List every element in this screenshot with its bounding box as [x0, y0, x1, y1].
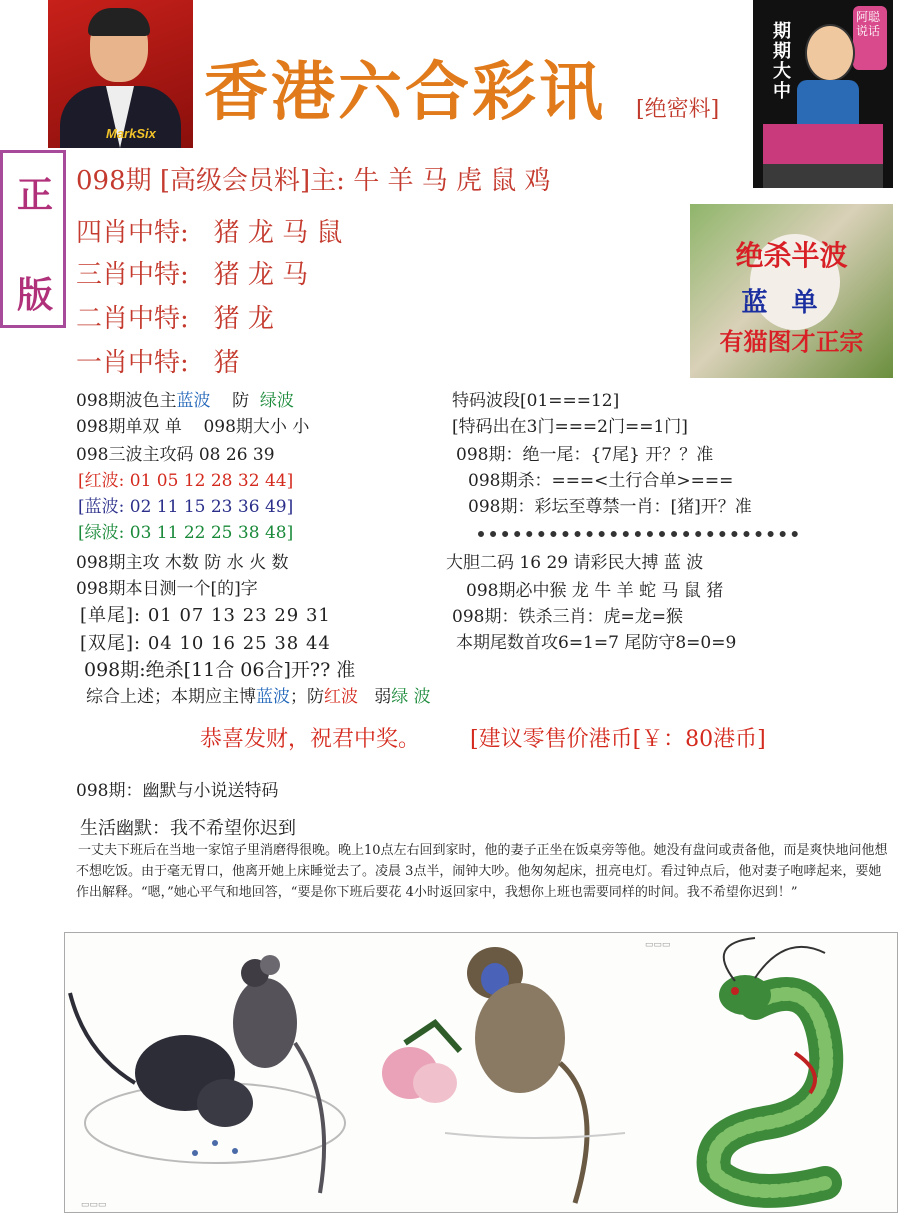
summary-sep: ；防: [290, 687, 324, 707]
main-attack-line: 098期主攻 木数 防 水 火 数: [76, 553, 289, 573]
watermark: ▭▭▭: [645, 939, 671, 949]
segment-line: 特码波段[01===12]: [452, 391, 620, 411]
summary-weak-label: 弱: [374, 687, 392, 707]
summary-weak-a: 绿: [391, 687, 409, 707]
genuine-badge: [0, 150, 66, 328]
wave-guard: 绿波: [259, 391, 294, 411]
xiao-value: 猪 龙 马: [213, 260, 309, 290]
xiao-value: 猪: [213, 348, 240, 378]
summary-guard: 红波: [324, 687, 358, 707]
page-title: 香港六合彩讯: [204, 55, 606, 130]
summary-prefix: 综合上述；本期应主博: [86, 687, 256, 707]
congrats-text: 恭喜发财，祝君中奖。: [200, 727, 421, 752]
iron-kill-line: 098期：铁杀三肖：虎=龙=猴: [452, 607, 683, 627]
xiao-label: 三肖中特:: [76, 260, 189, 290]
tail-attack-line: 本期尾数首攻6=1=7 尾防守8=0=9: [456, 633, 737, 653]
wave-guard-label: 防: [232, 391, 250, 411]
odd-even: 098期单双 单: [76, 417, 182, 437]
summary-line: [86, 686, 431, 708]
xiao-row-2: [76, 298, 274, 335]
portrait-image: [48, 0, 193, 148]
badge-char-2: 版: [17, 274, 54, 316]
xiao-value: 猪 龙 马 鼠: [213, 218, 343, 248]
wave-prefix: 098期波色主: [76, 391, 177, 411]
xiao-row-3: [76, 254, 308, 291]
xiao-row-1: [76, 342, 240, 379]
rats-painting: [70, 955, 345, 1193]
red-wave-line: [红波: 01 05 12 28 32 44]: [78, 471, 294, 491]
door-line: [特码出在3门===2门==1门]: [452, 417, 688, 437]
double-tail-line: [双尾]: 04 10 16 25 38 44: [80, 633, 331, 654]
three-wave-line: 098三波主攻码 08 26 39: [76, 445, 275, 465]
mark-six-logo: MarkSix: [106, 126, 156, 141]
single-tail-line: [单尾]: 01 07 13 23 29 31: [80, 605, 331, 626]
forbid-line: 098期：彩坛至尊禁一肖：[猪]开？准: [468, 497, 752, 517]
summary-weak-b: 波: [413, 687, 431, 707]
kill-element-line: 098期杀：===<土行合单>===: [468, 471, 734, 491]
big-small: 098期大小 小: [203, 417, 310, 437]
story-body: 一丈夫下班后在当地一家馆子里消磨得很晚。晚上10点左右回到家时，他的妻子正坐在饭桌旁等他。她没有盘问或责备他，而是爽快地问他想不想吃饭。由于毫无胃口，他离开她上床睡觉去了。凌晨 3点半，闹钟大吵。他匆匆起床，扭亮电灯。看过钟点后，他对妻子咆哮起来，要她作出解释。“嗯，”她心平气和地回答，“要是你下班后要花 4小时返回家中，我想你上班也需要同样的时间。我不希望你迟到！”: [76, 843, 888, 900]
cat-promo-line-2: 蓝单: [741, 288, 842, 318]
blue-wave-line: [蓝波: 02 11 15 23 36 49]: [78, 497, 294, 517]
paintings-panel: [64, 932, 898, 1213]
monkey-painting: [382, 947, 625, 1203]
tail-kill-line: 098期：绝一尾：{7尾} 开？？准: [456, 445, 714, 465]
badge-char-1: 正: [17, 174, 54, 216]
cartoon-image: [753, 0, 893, 188]
cartoon-caption: 期期大中: [773, 21, 791, 102]
cat-promo-box: [690, 204, 893, 378]
story-title: 生活幽默：我不希望你迟到: [80, 818, 296, 839]
xiao-label: 四肖中特:: [76, 218, 189, 248]
cat-promo-line-3: 有猫图才正宗: [719, 327, 864, 356]
humor-title: 098期：幽默与小说送特码: [76, 781, 279, 801]
dragon-painting: [714, 938, 827, 1191]
xiao-value: 猪 龙: [213, 304, 274, 334]
xiao-label: 一肖中特:: [76, 348, 189, 378]
cartoon-caption-right: 阿聪说话: [856, 10, 881, 38]
green-wave-line: [绿波: 03 11 22 25 38 48]: [78, 523, 294, 543]
daily-char-line: 098期本日测一个[的]字: [76, 579, 258, 599]
cat-promo-line-1: 绝杀半波: [735, 239, 848, 272]
main-zodiac-line: 098期 [高级会员料]主: 牛 羊 马 虎 鼠 鸡: [76, 166, 551, 196]
wave-main: 蓝波: [176, 391, 211, 411]
watermark: ▭▭▭: [81, 1199, 107, 1209]
xiao-label: 二肖中特:: [76, 304, 189, 334]
odd-even-line: [76, 416, 309, 438]
two-codes-line: 大胆二码 16 29 请彩民大搏 蓝 波: [446, 553, 704, 573]
must-hit-line: 098期必中猴 龙 牛 羊 蛇 马 鼠 猪: [466, 581, 724, 601]
page-subtitle: [绝密料]: [636, 97, 720, 122]
xiao-row-4: [76, 212, 342, 249]
summary-main: 蓝波: [256, 687, 290, 707]
wave-main-line: [76, 390, 294, 412]
price-text: [建议零售价港币[￥：80港币]: [470, 727, 766, 752]
paintings-svg: [65, 933, 899, 1214]
obscured-line: [478, 528, 798, 540]
kill-line: 098期:绝杀[11合 06合]开?? 准: [84, 659, 356, 681]
